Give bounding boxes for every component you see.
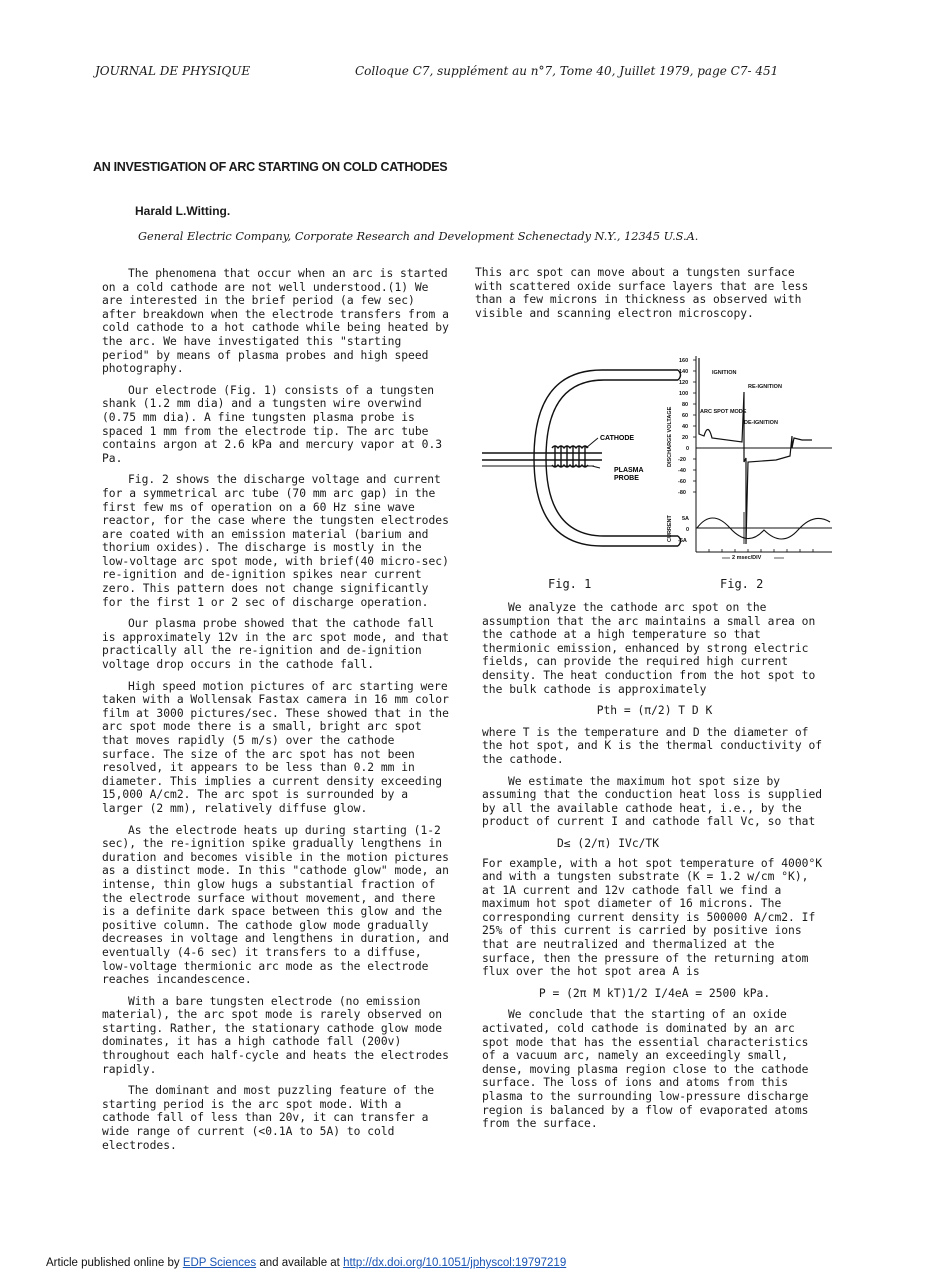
tick-label: 80 <box>682 402 689 408</box>
probe-label: PROBE <box>614 475 639 482</box>
paragraph: This arc spot can move about a tungsten surface with scattered oxide surface layers that are less than a few microns in thickness as observed with visible and scanning electron microscopy. <box>475 266 809 320</box>
y-axis-voltage-label: DISCHARGE VOLTAGE <box>667 406 673 467</box>
tick-label: 0 <box>686 527 690 533</box>
paper-title: AN INVESTIGATION OF ARC STARTING ON COLD CATHODES <box>93 160 448 174</box>
paragraph: With a bare tungsten electrode (no emission material), the arc spot mode is rarely observed on starting. Rather, the stationary cathode glow mode dominates, it has a high cathode fall (200v) throughout each half-cycle and heats the electrodes rapidly. <box>102 994 449 1076</box>
figure-1-caption: Fig. 1 <box>548 577 592 591</box>
paragraph: As the electrode heats up during starting (1-2 sec), the re-ignition spike gradually lengthens in duration and becomes visible in the motion pictures as a distinct mode. In this "cathode glow" mode, an intense, thin glow hugs a substantial fraction of the electrode surface without movement, and there is a definite dark space between this glow and the positive column. The cathode glow mode gradually decreases in voltage and lengthens in duration, and eventually (4-6 sec) it transfers to a diffuse, low-voltage thermionic arc mode as the electrode reaches incandescence. <box>102 823 449 987</box>
plasma-label: PLASMA <box>614 467 644 474</box>
tick-label: -80 <box>678 490 686 496</box>
publisher-link[interactable]: EDP Sciences <box>182 1257 257 1269</box>
paragraph: High speed motion pictures of arc starting were taken with a Wollensak Fastax camera in 16 mm color film at 3000 pictures/sec. These showed that in the arc spot mode there is a small, bright arc spot that moves rapidly (5 m/s) over the cathode surface. The size of the arc spot has not been resolved, it appears to be less than 0.2 mm in diameter. This implies a current density exceeding 15,000 A/cm2. The arc spot is surrounded by a larger (2 mm), relatively diffuse glow. <box>102 679 449 815</box>
arc-spot-label: ARC SPOT MODE <box>700 409 747 415</box>
re-ignition-label: RE-IGNITION <box>748 384 782 390</box>
tick-label: 5A <box>682 516 690 522</box>
tick-label: 160 <box>679 358 689 364</box>
paragraph: where T is the temperature and D the diameter of the hot spot, and K is the thermal conductivity of the cathode. <box>482 725 823 766</box>
tick-label: 140 <box>679 369 689 375</box>
equation-heat-conduction: Pth = (π/2) T D K <box>596 704 713 718</box>
right-column <box>482 601 827 1139</box>
equation-hot-spot-diameter: D≤ (2/π) IVc/TK <box>557 836 660 850</box>
paragraph: The phenomena that occur when an arc is started on a cold cathode are not well understood.(1) We are interested in the brief period (a few sec) after breakdown when the electrode transfers from a cold cathode to a hot cathode while being heated by the arc. We have investigated this "starting period" by means of plasma probes and high speed photography. <box>102 267 449 376</box>
doi-link[interactable]: http://dx.doi.org/10.1051/jphyscol:19797219 <box>343 1257 567 1269</box>
paragraph: We analyze the cathode arc spot on the assumption that the arc maintains a small area on the cathode at a high temperature so that thermionic emission, enhanced by strong electric fields, can provide the required high current density. The heat conduction from the hot spot to the bulk cathode is approximately <box>482 601 816 696</box>
tick-label: -20 <box>678 457 686 463</box>
paragraph: Our electrode (Fig. 1) consists of a tungsten shank (1.2 mm dia) and a tungsten wire overwind (0.75 mm dia). A fine tungsten plasma probe is spaced 1 mm from the electrode tip. The arc tube contains argon at 2.6 kPa and mercury vapor at 0.3 Pa. <box>102 383 443 465</box>
tick-label: 20 <box>682 435 689 441</box>
paragraph: We estimate the maximum hot spot size by assuming that the conduction heat loss is supplied by all the available cathode heat, i.e., by the product of current I and cathode fall Vc, so that <box>482 774 823 829</box>
y-axis-current-label: CURRENT <box>667 515 673 542</box>
author: Harald L.Witting. <box>135 204 231 218</box>
figure-2-oscillogram <box>664 352 834 572</box>
cathode-label: CATHODE <box>600 435 635 442</box>
footer-middle: and available at <box>259 1257 340 1269</box>
tick-label: 0 <box>686 446 690 452</box>
tick-label: 120 <box>679 380 689 386</box>
x-axis-label: 2 msec/DIV <box>732 555 762 561</box>
figure-2-caption: Fig. 2 <box>720 577 764 591</box>
tick-label: 40 <box>682 424 689 430</box>
de-ignition-label: DE-IGNITION <box>744 420 778 426</box>
paragraph: For example, with a hot spot temperature of 4000°K and with a tungsten substrate (K = 1.2 w/cm °K), at 1A current and 12v cathode fall we find a maximum hot spot diameter of 16 microns. The corresponding current density is 500000 A/cm2. If 25% of this current is carried by positive ions that are neutralized and thermalized at the surface, then the pressure of the returning atom flux over the hot spot area A is <box>482 856 823 979</box>
paragraph: Our plasma probe showed that the cathode fall is approximately 12v in the arc spot mode, and that practically all the re-ignition and de-ignition voltage drop occurs in the cathode fall. <box>102 617 449 672</box>
tick-label: 100 <box>679 391 689 397</box>
footer-prefix: Article published online by <box>46 1257 180 1269</box>
paragraph: Fig. 2 shows the discharge voltage and current for a symmetrical arc tube (70 mm arc gap) in the first few ms of operation on a 60 Hz sine wave reactor, for the case where the tungsten electrodes are coated with an emission material (barium and thorium oxides). The discharge is mostly in the low-voltage arc spot mode, with brief(40 micro-sec) re-ignition and de-ignition spikes near current zero. This pattern does not change significantly for the first 1 or 2 sec of discharge operation. <box>102 473 449 609</box>
ignition-label: IGNITION <box>712 370 737 376</box>
tick-label: -40 <box>678 468 686 474</box>
paragraph: We conclude that the starting of an oxide activated, cold cathode is dominated by an arc spot mode that has the essential characteristics of a vacuum arc, namely an exceedingly small, dense, moving plasma region close to the cathode surface. The loss of ions and atoms from this plasma to the surrounding low-pressure discharge region is balanced by a flow of evaporated atoms from the surface. <box>482 1008 809 1131</box>
tick-label: -5A <box>678 538 687 544</box>
tick-label: -60 <box>678 479 686 485</box>
footer <box>46 1257 566 1269</box>
tick-label: 60 <box>682 413 689 419</box>
right-column-top <box>475 266 820 328</box>
equation-pressure: P = (2π M kT)1/2 I/4eA = 2500 kPa. <box>538 986 771 1000</box>
paragraph: The dominant and most puzzling feature of the starting period is the arc spot mode. With a cathode fall of less than 20v, it can transfer a wide range of current (<0.1A to 5A) to cold electrodes. <box>102 1084 435 1152</box>
affiliation: General Electric Company, Corporate Research and Development Schenectady N.Y., 12345 U.S.A. <box>138 230 699 243</box>
issue-info: Colloque C7, supplément au n°7, Tome 40, Juillet 1979, page C7- 451 <box>355 64 779 78</box>
journal-name: JOURNAL DE PHYSIQUE <box>95 64 251 78</box>
left-column <box>102 267 452 1160</box>
